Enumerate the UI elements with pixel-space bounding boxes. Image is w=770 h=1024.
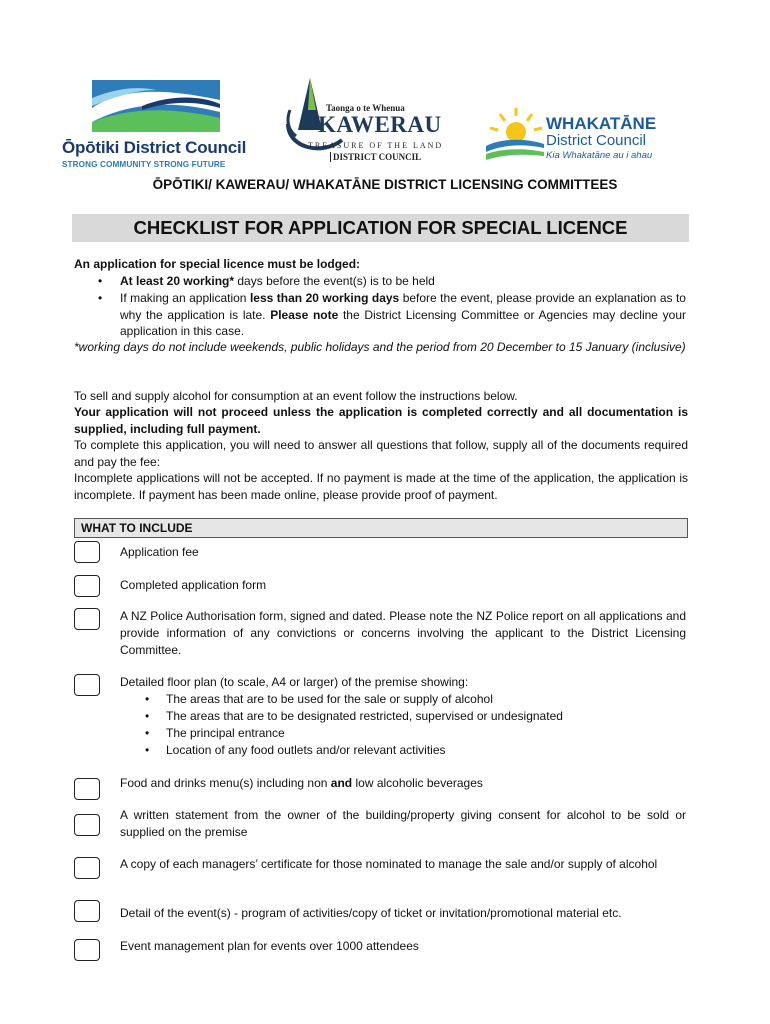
bullet-dot: • [98,274,103,288]
whakatane-name: WHAKATĀNE [546,114,657,133]
title-bar [72,214,689,242]
item-application-form: Completed application form [120,578,267,592]
checkbox-food-drinks-menu[interactable] [74,778,100,800]
intro-paragraph-2: Your application will not proceed unless the application is completed correctly and all documentation is supplied, including full payment. [74,405,688,436]
lodged-bullet-2 [120,290,686,340]
bullet-dot: • [98,291,103,305]
intro-paragraph-1: To sell and supply alcohol for consumption at an event follow the instructions below. [74,389,518,403]
what-to-include-header [74,518,688,538]
floor-point-2: The areas that are to be designated restricted, supervised or undesignated [166,709,563,723]
item-managers-certificate: A copy of each managers’ certificate for those nominated to manage the sale and/or supply of alcohol [120,857,658,871]
opotiki-name: Ōpōtiki District Council [62,138,247,157]
item-owner-statement: A written statement from the owner of the building/property giving consent for alcohol to be sold or supplied on the premise [120,808,686,839]
floor-point-3: The principal entrance [166,726,285,740]
checkbox-event-management-plan[interactable] [74,939,100,961]
lodged-bullet-1 [120,273,686,290]
item-police-authorisation: A NZ Police Authorisation form, signed and dated. Please note the NZ Police report on all applications and provide information of any convictions or concerns involving the applicant to the District Licensing Committee. [120,609,686,657]
working-days-footnote: *working days do not include weekends, public holidays and the period from 20 December to 15 January (inclusive) [74,340,686,354]
floor-point-1: The areas that are to be used for the sale or supply of alcohol [166,692,493,706]
bullet2-a: If making an application [120,291,250,305]
item-application-fee: Application fee [120,545,199,559]
checkbox-managers-certificate[interactable] [74,857,100,879]
bullet2-bold: less than 20 working days [249,291,400,305]
bullet2-note: Please note [270,307,339,322]
floor-bullet: • [145,709,150,723]
page-title: CHECKLIST FOR APPLICATION FOR SPECIAL LICENCE [133,217,628,238]
checkbox-owner-statement[interactable] [74,814,100,836]
kawerau-council: DISTRICT COUNCIL [330,152,421,162]
checkbox-application-form[interactable] [74,575,100,597]
food-menu-and: and [330,776,353,790]
floor-point-4: Location of any food outlets and/or relevant activities [166,743,446,757]
lodged-heading: An application for special licence must be lodged: [74,257,361,271]
checkbox-application-fee[interactable] [74,541,100,563]
item-food-drinks-menu [120,775,686,792]
food-menu-rest: low alcoholic beverages [352,776,483,790]
whakatane-logo [482,100,702,170]
bullet2-b: before the event, please provide an explanation as to why the application is late. [120,291,686,322]
whakatane-council: District Council [546,132,647,149]
checkbox-floor-plan[interactable] [74,674,100,696]
committees-heading: ŌPŌTIKI/ KAWERAU/ WHAKATĀNE DISTRICT LICENSING COMMITTEES [152,177,618,192]
logo-row [0,70,770,170]
opotiki-tagline: STRONG COMMUNITY STRONG FUTURE [62,160,226,169]
opotiki-logo [62,78,252,168]
whakatane-motto: Kia Whakatāne au i ahau [546,150,653,161]
intro-paragraph-3: To complete this application, you will need to answer all questions that follow, supply all of the documents required and pay the fee: [74,438,688,469]
bullet1-rest: days before the event(s) is to be held [234,274,435,288]
bullet1-bold: At least 20 working* [120,274,235,288]
what-to-include-label: WHAT TO INCLUDE [81,521,193,535]
checkbox-police-authorisation[interactable] [74,608,100,630]
kawerau-treasure: TREASURE OF THE LAND [308,141,444,150]
food-menu-text: Food and drinks menu(s) including non [120,776,331,790]
intro-paragraph-4: Incomplete applications will not be accepted. If no payment is made at the time of the application, the application is incomplete. If payment has been made online, please provide proof of payment. [74,471,688,502]
item-floor-plan: Detailed floor plan (to scale, A4 or larger) of the premise showing: [120,675,469,689]
item-event-detail: Detail of the event(s) - program of activities/copy of ticket or invitation/promotional material etc. [120,906,622,920]
whakatane-sun-graphic [482,102,546,166]
kawerau-logo [282,70,462,170]
kawerau-name: KAWERAU [318,112,442,137]
checkbox-event-detail[interactable] [74,900,100,922]
floor-bullet: • [145,692,150,706]
item-event-management-plan: Event management plan for events over 1000 attendees [120,939,419,953]
floor-bullet: • [145,726,150,740]
opotiki-wave-graphic [62,78,252,136]
kawerau-small-text: Taonga o te Whenua [326,103,405,113]
floor-bullet: • [145,743,150,757]
bullet2-c: the District Licensing Committee or Agencies may decline your application in this case. [120,307,686,338]
